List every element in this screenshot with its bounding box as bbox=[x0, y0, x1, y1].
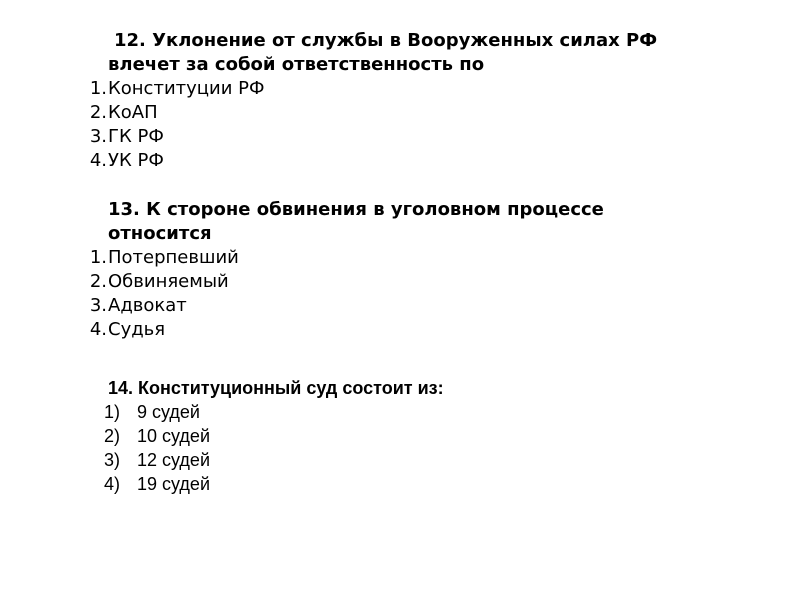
answer-option bbox=[89, 246, 655, 270]
question-13-title-line-2: относится bbox=[108, 223, 212, 244]
answer-text: Адвокат bbox=[108, 295, 187, 316]
question-14-answers bbox=[103, 400, 444, 496]
answer-number: 1. bbox=[89, 78, 107, 99]
answer-number: 3. bbox=[89, 126, 107, 147]
answer-option bbox=[89, 149, 670, 173]
answer-text: Судья bbox=[108, 319, 166, 340]
answer-number: 1) bbox=[103, 402, 120, 422]
answer-text: ГК РФ bbox=[108, 126, 164, 147]
answer-option bbox=[89, 125, 670, 149]
question-12-title-line-2: влечет за собой ответственность по bbox=[108, 54, 485, 75]
answer-number: 2) bbox=[103, 426, 120, 446]
answer-text: 10 судей bbox=[137, 426, 210, 446]
answer-option bbox=[103, 472, 444, 496]
question-12-title-line-1: 12. Уклонение от службы в Вооруженных силах РФ bbox=[114, 30, 658, 51]
answer-option bbox=[103, 400, 444, 424]
question-13-title-line-1: 13. К стороне обвинения в уголовном процессе bbox=[108, 199, 604, 220]
answer-text: 12 судей bbox=[137, 450, 210, 470]
answer-number: 2. bbox=[89, 271, 107, 292]
answer-number: 3. bbox=[89, 295, 107, 316]
answer-number: 1. bbox=[89, 247, 107, 268]
answer-text: 19 судей bbox=[137, 474, 210, 494]
answer-option bbox=[89, 77, 670, 101]
answer-option bbox=[89, 318, 655, 342]
answer-option bbox=[89, 101, 670, 125]
answer-number: 2. bbox=[89, 102, 107, 123]
answer-option bbox=[103, 424, 444, 448]
answer-option bbox=[89, 294, 655, 318]
answer-option bbox=[89, 270, 655, 294]
question-14 bbox=[103, 376, 444, 496]
question-14-title: 14. Конституционный суд состоит из: bbox=[108, 378, 444, 398]
answer-number: 3) bbox=[103, 450, 120, 470]
question-12-answers bbox=[89, 77, 670, 173]
answer-number: 4. bbox=[89, 319, 107, 340]
answer-text: КоАП bbox=[108, 102, 158, 123]
answer-text: Конституции РФ bbox=[108, 78, 265, 99]
answer-text: 9 судей bbox=[137, 402, 200, 422]
answer-number: 4) bbox=[103, 474, 120, 494]
answer-option bbox=[103, 448, 444, 472]
question-12 bbox=[89, 29, 670, 173]
answer-text: Обвиняемый bbox=[108, 271, 229, 292]
answer-number: 4. bbox=[89, 150, 107, 171]
question-13-answers bbox=[89, 246, 655, 342]
answer-text: Потерпевший bbox=[108, 247, 239, 268]
answer-text: УК РФ bbox=[108, 150, 164, 171]
question-13 bbox=[89, 198, 655, 342]
